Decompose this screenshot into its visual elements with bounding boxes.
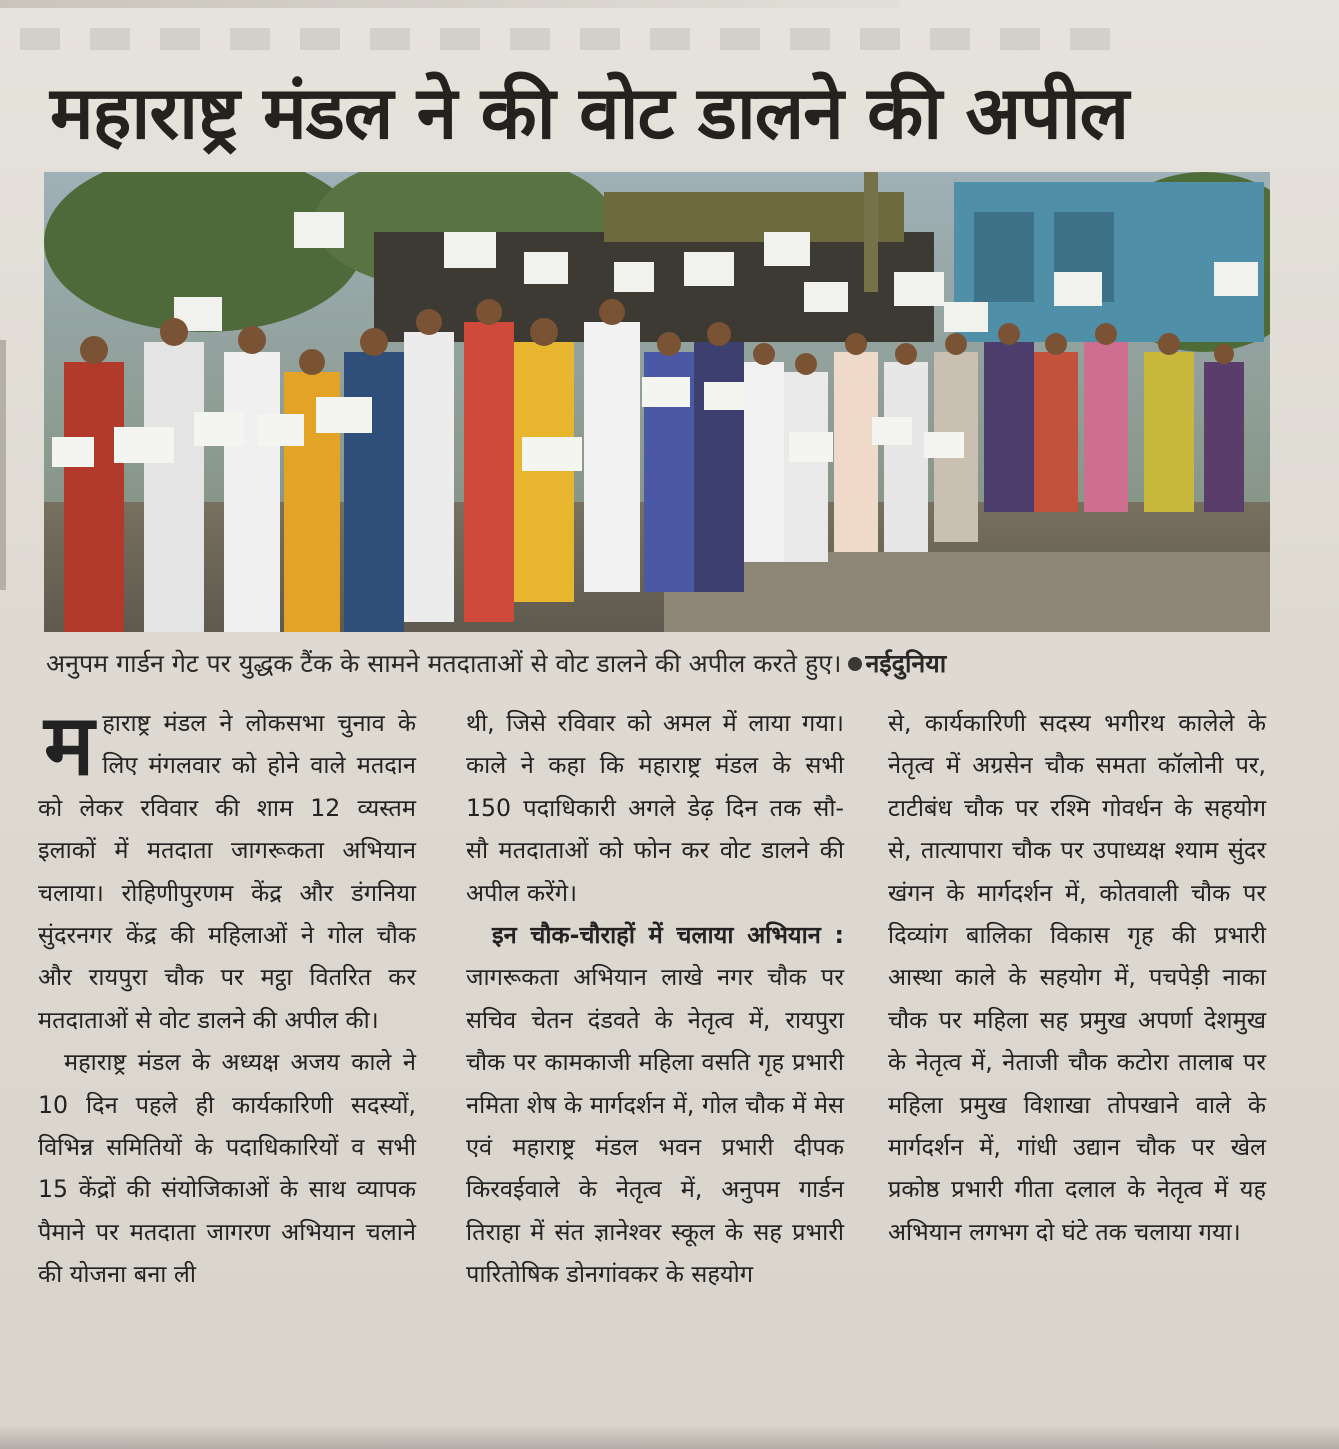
photo-illustration: [44, 172, 1270, 632]
paragraph-text: जागरूकता अभियान लाखे नगर चौक पर सचिव चेतन दंडवते के नेतृत्व में, रायपुरा चौक पर कामकाजी महिला वसति गृह प्रभारी नमिता शेष के मार्गदर्शन में, गोल चौक में मेस एवं महाराष्ट्र मंडल भवन प्रभारी दीपक किरवईवाले के नेतृत्व में, अनुपम गार्डन तिराहा में संत ज्ञानेश्वर स्कूल के सह प्रभारी पारितोषिक डोनगांवकर के सहयोग: [466, 963, 844, 1289]
photo-credit: नईदुनिया: [865, 649, 947, 678]
page-edge-shadow: [0, 1425, 1339, 1449]
paragraph: से, कार्यकारिणी सदस्य भगीरथ कालेले के नेतृत्व में अग्रसेन चौक समता कॉलोनी पर, टाटीबंध चौक पर रश्मि गोवर्धन के सहयोग से, तात्यापारा चौक पर उपाध्यक्ष श्याम सुंदर खंगन के मार्गदर्शन में, कोतवाली चौक पर दिव्यांग बालिका विकास गृह की प्रभारी आस्था काले के सहयोग में, पचपेड़ी नाका चौक पर महिला सह प्रमुख अपर्णा देशमुख के नेतृत्व में, नेताजी चौक कटोरा तालाब पर महिला प्रमुख विशाखा तोपखाने वाले के मार्गदर्शन में, गांधी उद्यान चौक पर खेल प्रकोष्ठ प्रभारी गीता दलाल के नेतृत्व में यह अभियान लगभग दो घंटे तक चलाया गया।: [888, 709, 1266, 1246]
paragraph: थी, जिसे रविवार को अमल में लाया गया। काले ने कहा कि महाराष्ट्र मंडल के सभी 150 पदाधिकारी अगले डेढ़ दिन तक सौ- सौ मतदाताओं को फोन कर वोट डालने की अपील करेंगे।: [466, 709, 844, 907]
caption-text: अनुपम गार्डन गेट पर युद्धक टैंक के सामने मतदाताओं से वोट डालने की अपील करते हुए।: [46, 649, 842, 678]
paragraph: [466, 914, 844, 1296]
drop-cap: म: [44, 696, 95, 794]
sub-heading: इन चौक-चौराहों में चलाया अभियान :: [492, 921, 844, 950]
bullet-icon: [848, 657, 862, 671]
article-column-1: [38, 696, 416, 1296]
article-photo: [44, 172, 1270, 632]
article-column-3: [888, 702, 1266, 1253]
bleed-through-text: [20, 28, 1120, 50]
article-headline: महाराष्ट्र मंडल ने की वोट डालने की अपील: [50, 71, 1129, 156]
paragraph-text: हाराष्ट्र मंडल ने लोकसभा चुनाव के लिए मंगलवार को होने वाले मतदान को लेकर रविवार की शाम 12 व्यस्तम इलाकों में मतदाता जागरूकता अभियान चलाया। रोहिणीपुरणम केंद्र और डंगनिया सुंदरनगर केंद्र की महिलाओं ने गोल चौक और रायपुरा चौक पर मट्ठा वितरित कर मतदाताओं से वोट डालने की अपील की।: [38, 709, 416, 1034]
paragraph: [38, 696, 416, 1041]
paragraph: महाराष्ट्र मंडल के अध्यक्ष अजय काले ने 10 दिन पहले ही कार्यकारिणी सदस्यों, विभिन्न समितियों के पदाधिकारियों व सभी 15 केंद्रों की संयोजिकाओं के साथ व्यापक पैमाने पर मतदाता जागरण अभियान चलाने की योजना बना ली: [38, 1048, 416, 1289]
top-rule: [0, 0, 900, 8]
margin-shadow: [0, 340, 6, 590]
article-column-2: [466, 702, 844, 1296]
photo-caption: [46, 648, 1306, 680]
